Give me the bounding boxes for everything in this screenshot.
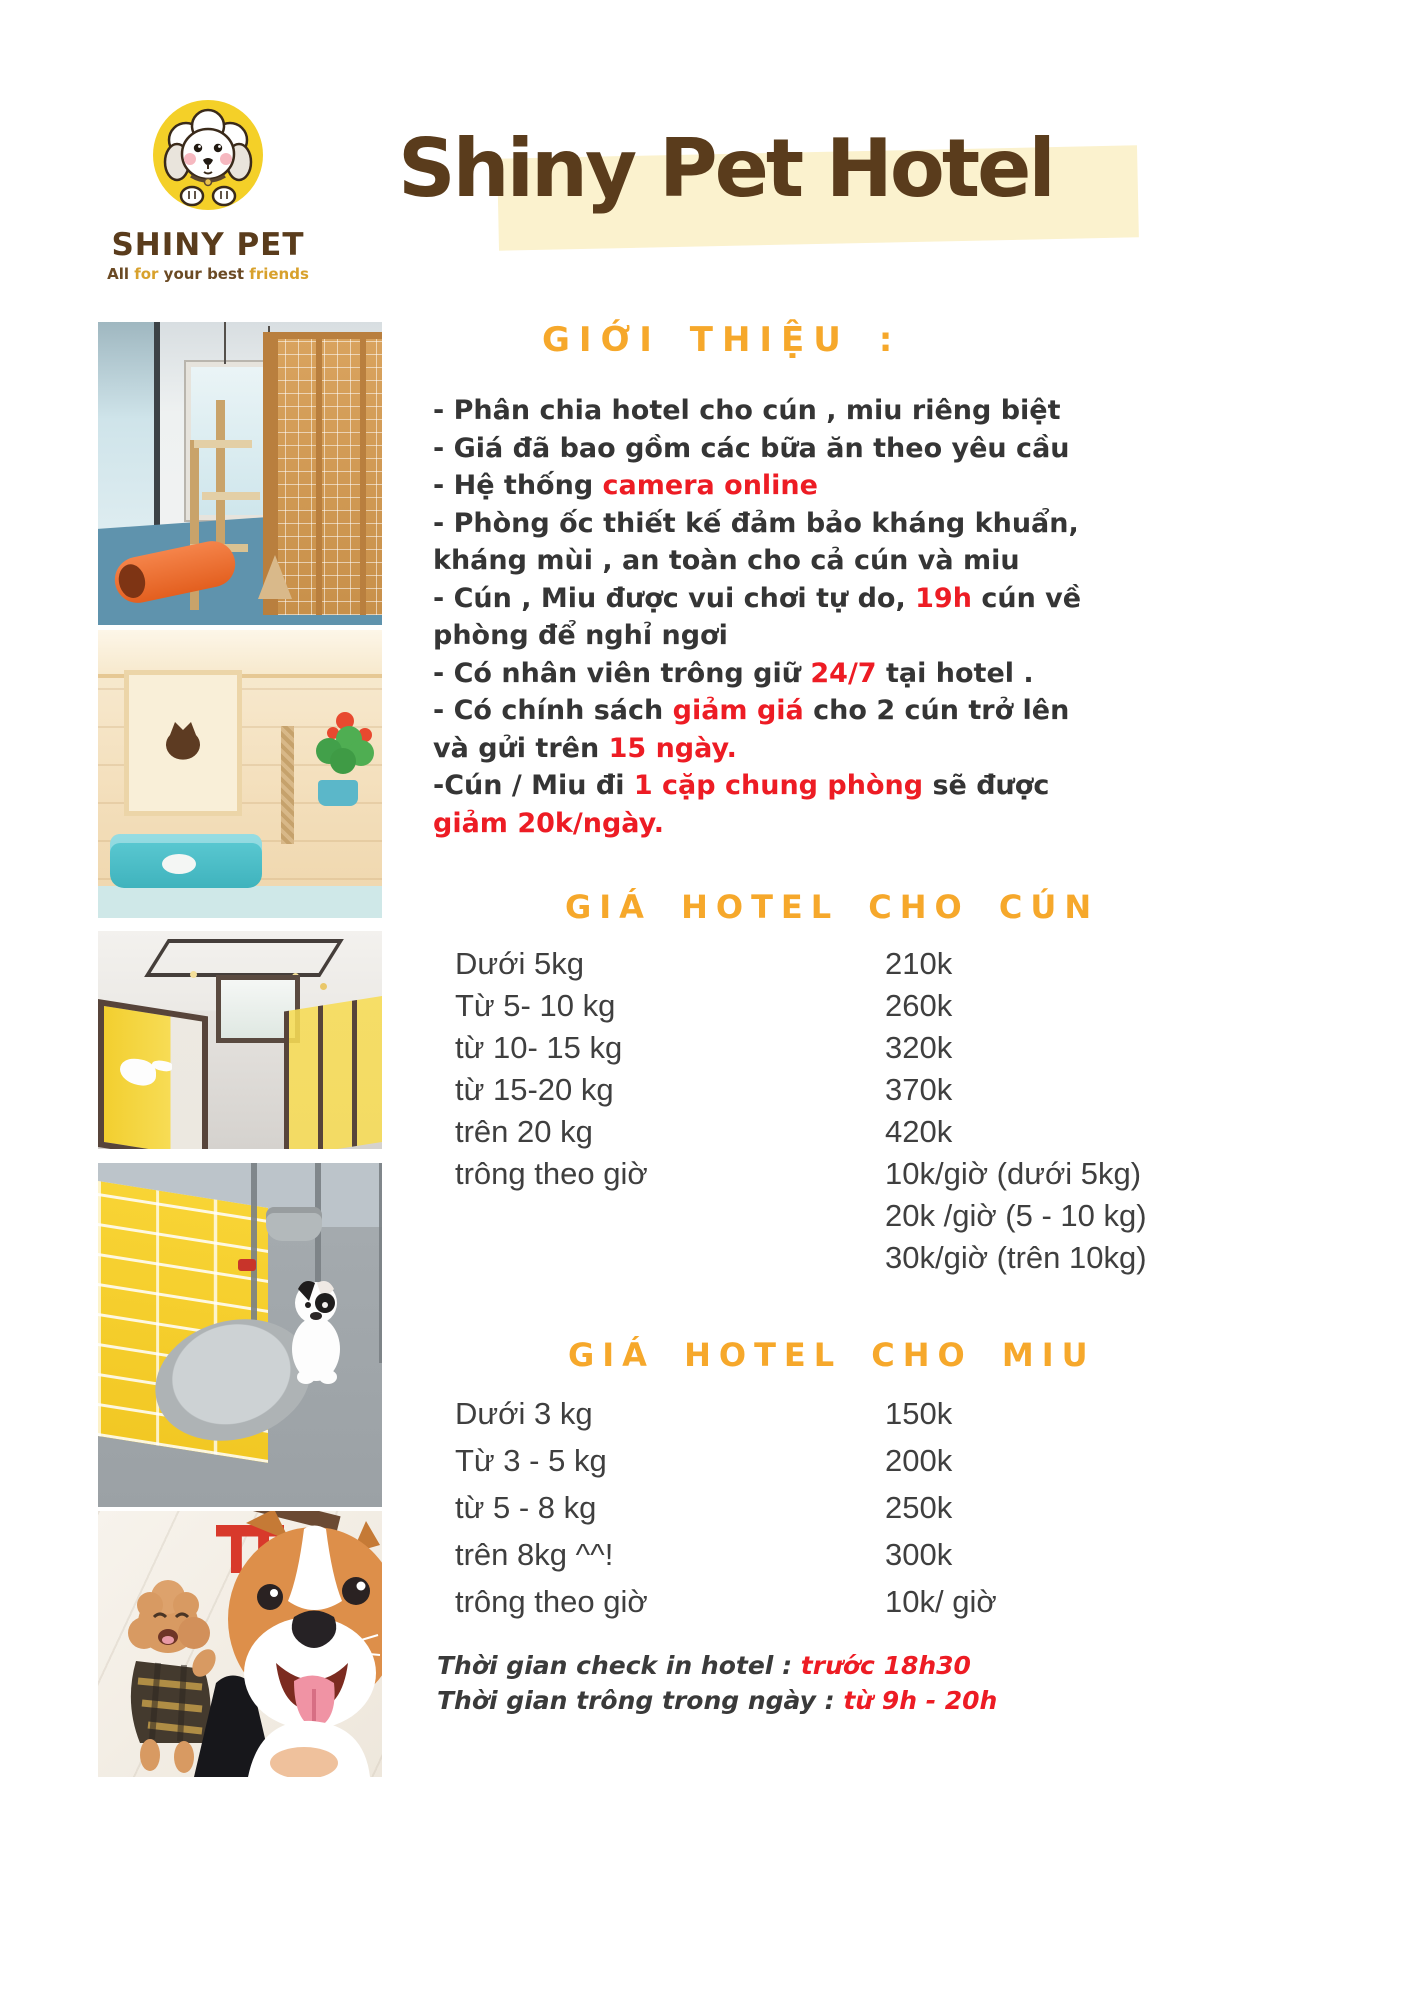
table-row	[455, 1490, 1095, 1537]
weight-label: Từ 5- 10 kg	[455, 988, 616, 1023]
price-value: 420k	[885, 1114, 953, 1149]
photo-dog-corridor	[98, 931, 382, 1149]
table-row	[455, 946, 1095, 988]
checkin-line	[437, 1648, 997, 1683]
pendant-lamps	[224, 322, 226, 364]
bulldog-puppy	[278, 1275, 354, 1390]
litter-scoop	[162, 854, 196, 874]
dog-prices-heading: GIÁ HOTEL CHO CÚN	[565, 888, 1100, 926]
cat-price-table	[455, 1396, 1095, 1631]
scratch-post	[281, 726, 294, 844]
brand-name: SHINY PET	[111, 227, 305, 263]
weight-label: từ 5 - 8 kg	[455, 1490, 597, 1525]
photo-poodle-and-corgi	[98, 1511, 382, 1777]
price-value: 210k	[885, 946, 953, 981]
table-row	[455, 1396, 1095, 1443]
glass-pens-right	[284, 995, 382, 1149]
checkin-value: từ 9h - 20h	[843, 1686, 998, 1715]
ceiling-lights	[190, 971, 197, 978]
intro-bullet: -Cún / Miu đi 1 cặp chung phòng sẽ được giảm 20k/ngày.	[433, 770, 1050, 839]
weight-label: từ 15-20 kg	[455, 1072, 614, 1107]
intro-bullet: - Phân chia hotel cho cún , miu riêng biệt	[433, 395, 1061, 426]
food-bowl	[266, 1207, 322, 1241]
plant	[330, 748, 356, 774]
checkin-line	[437, 1683, 997, 1718]
price-value: 250k	[885, 1490, 953, 1525]
table-row	[455, 1030, 1095, 1072]
price-value: 260k	[885, 988, 953, 1023]
intro-bullet: - Hệ thống camera online	[433, 470, 818, 501]
intro-bullet: - Có chính sách giảm giá cho 2 cún trở lên và gửi trên 15 ngày.	[433, 695, 1070, 764]
price-value: 320k	[885, 1030, 953, 1065]
poodle-logo-icon	[149, 96, 267, 214]
table-row	[455, 1072, 1095, 1114]
weight-label: trên 20 kg	[455, 1114, 593, 1149]
checkin-label: Thời gian trông trong ngày :	[437, 1686, 844, 1715]
page-title: Shiny Pet Hotel	[398, 122, 1053, 215]
intro-bullet: - Có nhân viên trông giữ 24/7 tại hotel .	[433, 657, 1034, 689]
weight-label: Từ 3 - 5 kg	[455, 1443, 607, 1478]
cat-prices-heading: GIÁ HOTEL CHO MIU	[568, 1336, 1096, 1374]
price-value: 300k	[885, 1537, 953, 1572]
price-value: 200k	[885, 1443, 953, 1478]
weight-label: Dưới 5kg	[455, 946, 584, 981]
intro-bullet: - Cún , Miu được vui chơi tự do, 19h cún về phòng để nghỉ ngơi	[433, 582, 1082, 651]
cat-head-cutout	[160, 722, 206, 767]
photo-puppy-pen	[98, 1163, 382, 1507]
dog-price-table	[455, 946, 1147, 1282]
table-row	[455, 1156, 1142, 1198]
dogs-closeup-art	[98, 1511, 382, 1777]
price-value: 10k/ giờ	[885, 1584, 997, 1619]
weight-label: trông theo giờ	[455, 1584, 648, 1619]
ceiling-track	[144, 939, 344, 977]
brand-tagline: All for your best friends	[107, 265, 309, 283]
scratcher-cone	[258, 555, 292, 599]
intro-bullet-list	[433, 392, 1089, 842]
table-row	[455, 988, 1095, 1030]
weight-label: trông theo giờ	[455, 1156, 648, 1191]
intro-bullet: - Giá đã bao gồm các bữa ăn theo yêu cầu	[433, 432, 1070, 464]
weight-label: Dưới 3 kg	[455, 1396, 593, 1431]
brand-logo	[88, 70, 328, 283]
checkin-times	[437, 1648, 997, 1718]
price-value: 20k /giờ (5 - 10 kg)	[885, 1198, 1147, 1233]
photo-cat-playroom	[98, 322, 382, 625]
intro-heading: GIỚI THIỆU :	[542, 320, 902, 360]
cat-tree-shelves	[194, 440, 252, 448]
table-row	[455, 1443, 1095, 1490]
floor-mat	[98, 886, 382, 918]
table-row	[455, 1198, 1147, 1240]
intro-bullet: - Phòng ốc thiết kế đảm bảo kháng khuẩn, kháng mùi , an toàn cho cả cún và miu	[433, 507, 1079, 576]
table-row	[455, 1537, 1095, 1584]
price-value: 10k/giờ (dưới 5kg)	[885, 1156, 1142, 1191]
price-value: 370k	[885, 1072, 953, 1107]
weight-label: trên 8kg ^^!	[455, 1537, 614, 1572]
table-row	[455, 1240, 1147, 1282]
red-toy	[238, 1259, 256, 1271]
checkin-label: Thời gian check in hotel :	[437, 1651, 801, 1680]
plant-pot	[318, 780, 358, 806]
photo-wooden-cat-cabin	[98, 630, 382, 918]
table-row	[455, 1584, 1095, 1631]
weight-label: từ 10- 15 kg	[455, 1030, 623, 1065]
price-value: 150k	[885, 1396, 953, 1431]
price-value: 30k/giờ (trên 10kg)	[885, 1240, 1147, 1275]
checkin-value: trước 18h30	[800, 1651, 971, 1680]
table-row	[455, 1114, 1095, 1156]
